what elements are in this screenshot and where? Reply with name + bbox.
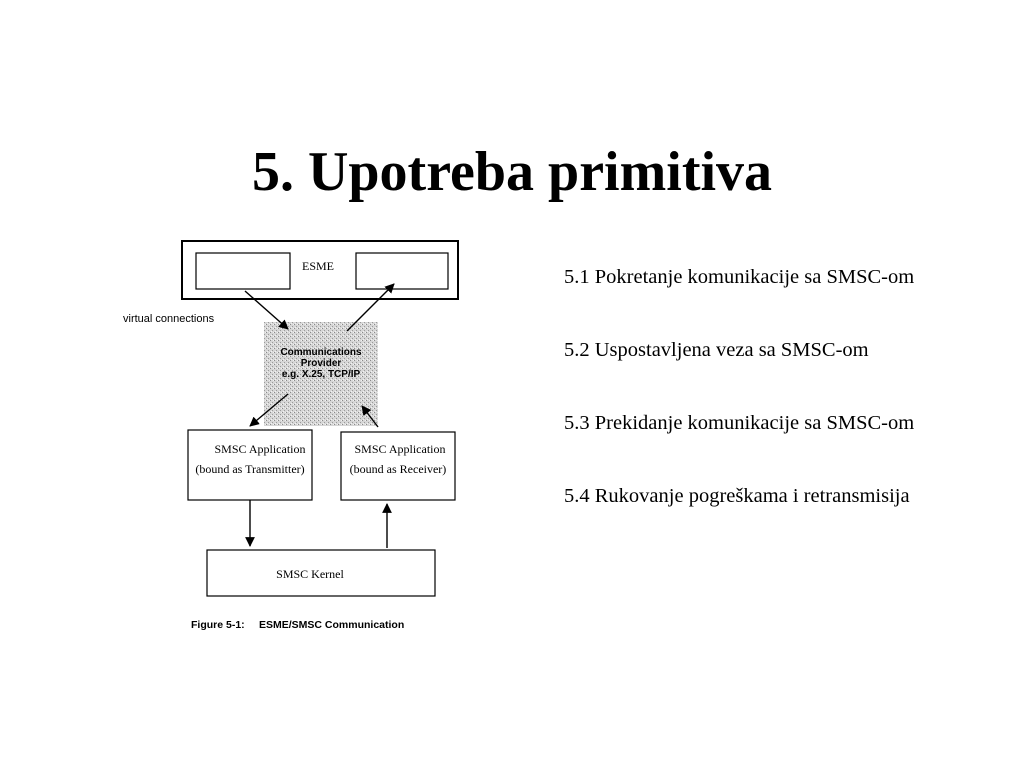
virtual-connections-label: virtual connections	[123, 313, 215, 325]
topic-item-5-3: 5.3 Prekidanje komunikacije sa SMSC-om	[564, 412, 915, 434]
esme-right-port	[356, 253, 448, 289]
communications-provider	[264, 322, 378, 426]
esme-box	[182, 241, 458, 299]
receiver-subtitle: (bound as Receiver)	[349, 462, 447, 476]
provider-line-3: e.g. X.25, TCP/IP	[281, 369, 361, 380]
topic-item-5-2: 5.2 Uspostavljena veza sa SMSC-om	[564, 339, 869, 361]
kernel-label: SMSC Kernel	[276, 567, 344, 581]
topic-item-5-4: 5.4 Rukovanje pogreškama i retransmisija	[564, 485, 910, 507]
esme-label: ESME	[301, 259, 335, 273]
receiver-title: SMSC Application	[354, 442, 446, 456]
provider-line-1: Communications	[280, 347, 362, 358]
esme-smsc-diagram	[110, 228, 480, 640]
smsc-application-receiver	[341, 432, 455, 500]
smsc-application-transmitter	[188, 430, 312, 500]
smsc-kernel	[207, 550, 435, 596]
slide-title: 5. Upotreba primitiva	[251, 140, 773, 203]
transmitter-title: SMSC Application	[214, 442, 306, 456]
provider-line-2: Provider	[300, 358, 342, 369]
topic-item-5-1: 5.1 Pokretanje komunikacije sa SMSC-om	[564, 266, 915, 288]
figure-caption: ESME/SMSC Communication	[259, 619, 405, 631]
topic-list	[564, 262, 974, 554]
transmitter-subtitle: (bound as Transmitter)	[195, 462, 305, 476]
figure-number: Figure 5-1:	[191, 619, 245, 631]
esme-left-port	[196, 253, 290, 289]
